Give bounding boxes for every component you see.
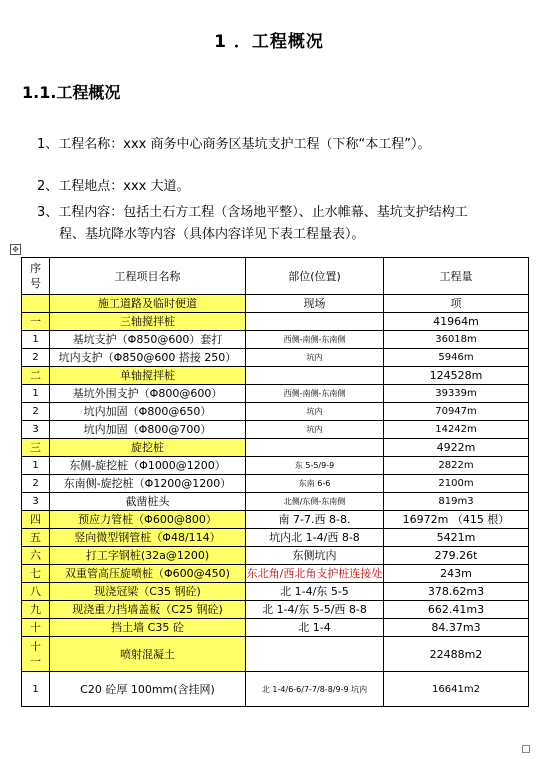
cell-name: 喷射混凝土	[50, 637, 246, 672]
cell-quantity: 39339m	[384, 385, 529, 403]
cell-quantity: 2822m	[384, 457, 529, 475]
table-row	[22, 385, 529, 403]
table-header-row	[22, 258, 529, 295]
cell-name: 东南侧-旋挖桩（Φ1200@1200）	[50, 475, 246, 493]
cell-quantity: 41964m	[384, 313, 529, 331]
header-no: 序 号	[22, 258, 50, 295]
cell-no: 九	[22, 601, 50, 619]
cell-location: 北 1-4/东 5-5/西 8-8	[246, 601, 384, 619]
cell-no	[22, 295, 50, 313]
cell-no: 2	[22, 349, 50, 367]
table-row	[22, 493, 529, 511]
cell-location: 北 1-4/6-6/7-7/8-8/9-9 坑内	[246, 672, 384, 707]
cell-quantity: 5946m	[384, 349, 529, 367]
cell-quantity: 819m3	[384, 493, 529, 511]
cell-no: 十 一	[22, 637, 50, 672]
cell-name: 双重管高压旋喷桩（Φ600@450)	[50, 565, 246, 583]
cell-no: 四	[22, 511, 50, 529]
cell-no: 十	[22, 619, 50, 637]
table-row	[22, 511, 529, 529]
cell-name: 截凿桩头	[50, 493, 246, 511]
cell-no: 1	[22, 331, 50, 349]
cell-name: 现浇重力挡墙盖板（C25 钢砼)	[50, 601, 246, 619]
cell-location: 北侧/东侧-东南侧	[246, 493, 384, 511]
cell-name: 挡土墙 C35 砼	[50, 619, 246, 637]
cell-location: 北 1-4	[246, 619, 384, 637]
header-name: 工程项目名称	[50, 258, 246, 295]
cell-location: 现场	[246, 295, 384, 313]
table-row	[22, 457, 529, 475]
content-line-1: 3、工程内容：包括土石方工程（含场地平整）、止水帷幕、基坑支护结构工	[37, 205, 468, 220]
table-body	[22, 295, 529, 707]
cell-location: 东 5-5/9-9	[246, 457, 384, 475]
cell-location	[246, 313, 384, 331]
cell-location: 坑内	[246, 421, 384, 439]
cell-no: 八	[22, 583, 50, 601]
cell-no: 2	[22, 403, 50, 421]
cell-quantity: 16641m2	[384, 672, 529, 707]
table-move-handle-icon[interactable]: ✥	[10, 244, 21, 255]
cell-location: 南 7-7.西 8-8.	[246, 511, 384, 529]
table-row	[22, 439, 529, 457]
cell-quantity: 2100m	[384, 475, 529, 493]
cell-no: 五	[22, 529, 50, 547]
cell-location	[246, 637, 384, 672]
cell-no: 二	[22, 367, 50, 385]
quantity-table	[21, 257, 529, 707]
cell-name: 基坑支护（Φ850@600）套打	[50, 331, 246, 349]
cell-name: 现浇冠梁（C35 钢砼)	[50, 583, 246, 601]
paragraph-project-location: 2、工程地点：xxx 大道。	[37, 179, 190, 194]
table-row	[22, 403, 529, 421]
cell-quantity: 22488m2	[384, 637, 529, 672]
cell-name: 预应力管桩（Φ600@800）	[50, 511, 246, 529]
cell-location: 东南 6-6	[246, 475, 384, 493]
cell-location: 坑内	[246, 349, 384, 367]
cell-name: 竖向微型钢管桩（Φ48/114）	[50, 529, 246, 547]
cell-location: 东北角/西北角支护桩连接处	[246, 565, 384, 583]
cell-quantity: 5421m	[384, 529, 529, 547]
cell-name: 坑内加固（Φ800@650）	[50, 403, 246, 421]
cell-location: 坑内	[246, 403, 384, 421]
table-row	[22, 565, 529, 583]
cell-name: 单轴搅拌桩	[50, 367, 246, 385]
table-row	[22, 331, 529, 349]
cell-name: 坑内加固（Φ800@700）	[50, 421, 246, 439]
cell-no: 3	[22, 421, 50, 439]
cell-quantity: 124528m	[384, 367, 529, 385]
table-row	[22, 672, 529, 707]
cell-name: 施工道路及临时便道	[50, 295, 246, 313]
cell-location: 西侧-南侧-东南侧	[246, 385, 384, 403]
cell-name: 坑内支护（Φ850@600 搭接 250）	[50, 349, 246, 367]
cell-no: 1	[22, 457, 50, 475]
table-row	[22, 547, 529, 565]
table-row	[22, 313, 529, 331]
cell-quantity: 378.62m3	[384, 583, 529, 601]
cell-quantity: 14242m	[384, 421, 529, 439]
cell-no: 三	[22, 439, 50, 457]
cell-no: 1	[22, 672, 50, 707]
cell-quantity: 16972m （415 根）	[384, 511, 529, 529]
cell-no: 2	[22, 475, 50, 493]
cell-no: 1	[22, 385, 50, 403]
cell-location: 坑内北 1-4/西 8-8	[246, 529, 384, 547]
cell-location: 西侧-南侧-东南侧	[246, 331, 384, 349]
cell-name: C20 砼厚 100mm(含挂网)	[50, 672, 246, 707]
cell-location: 东侧坑内	[246, 547, 384, 565]
cell-name: 东侧-旋挖桩（Φ1000@1200）	[50, 457, 246, 475]
table-row	[22, 637, 529, 672]
table-row	[22, 349, 529, 367]
table-row	[22, 583, 529, 601]
cell-location: 北 1-4/东 5-5	[246, 583, 384, 601]
cell-quantity: 70947m	[384, 403, 529, 421]
cell-name: 三轴搅拌桩	[50, 313, 246, 331]
header-quantity: 工程量	[384, 258, 529, 295]
cell-no: 一	[22, 313, 50, 331]
doc-title: 1 ．工程概况	[214, 32, 324, 52]
table-row	[22, 475, 529, 493]
cell-no: 六	[22, 547, 50, 565]
content-line-2: 程、基坑降水等内容（具体内容详见下表工程量表）。	[59, 227, 365, 242]
cell-quantity: 662.41m3	[384, 601, 529, 619]
cell-quantity: 项	[384, 295, 529, 313]
cell-name: 基坑外围支护（Φ800@600）	[50, 385, 246, 403]
cell-location	[246, 367, 384, 385]
section-heading: 1.1.工程概况	[22, 83, 121, 102]
paragraph-project-name: 1、工程名称：xxx 商务中心商务区基坑支护工程（下称“本工程”）。	[37, 137, 431, 152]
table-row	[22, 367, 529, 385]
header-location: 部位(位置)	[246, 258, 384, 295]
cell-no: 3	[22, 493, 50, 511]
table-row	[22, 421, 529, 439]
cell-quantity: 84.37m3	[384, 619, 529, 637]
cell-quantity: 36018m	[384, 331, 529, 349]
cell-name: 打工字钢桩(32a@1200)	[50, 547, 246, 565]
cell-name: 旋挖桩	[50, 439, 246, 457]
cell-quantity: 243m	[384, 565, 529, 583]
table-row	[22, 601, 529, 619]
cell-location	[246, 439, 384, 457]
cell-no: 七	[22, 565, 50, 583]
cell-quantity: 4922m	[384, 439, 529, 457]
cell-quantity: 279.26t	[384, 547, 529, 565]
table-row	[22, 295, 529, 313]
table-row	[22, 529, 529, 547]
table-row	[22, 619, 529, 637]
paragraph-project-content	[37, 202, 527, 246]
table-resize-handle[interactable]	[522, 745, 530, 753]
